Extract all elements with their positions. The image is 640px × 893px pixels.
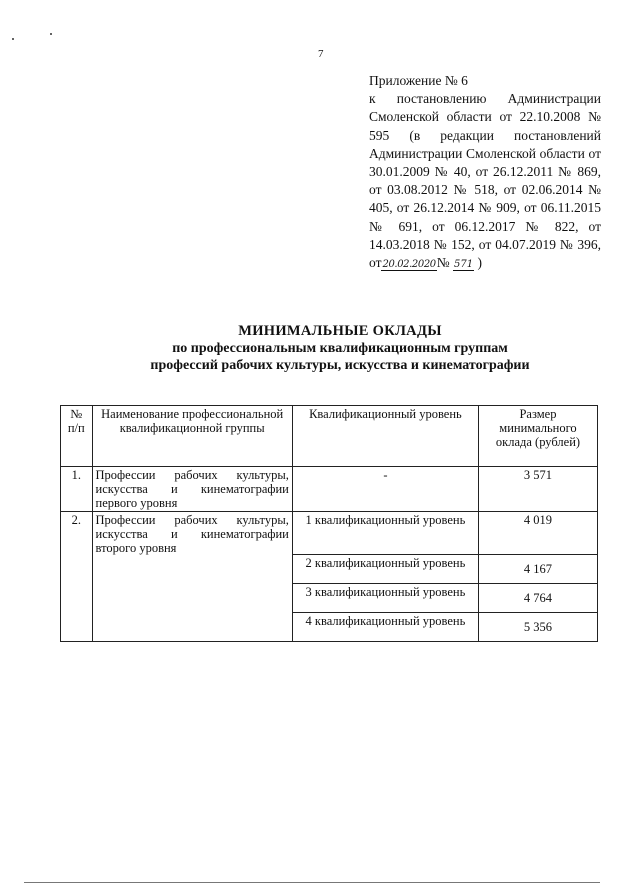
closing-bracket: ) (477, 255, 482, 271)
appendix-reference (369, 72, 601, 274)
heading-subtitle-1: по профессиональным квалификационным группам (172, 341, 508, 356)
row2-size-4: 5 356 (478, 613, 597, 642)
row2-level-1: 1 квалификационный уровень (292, 512, 478, 555)
row2-level-2: 2 квалификационный уровень (292, 555, 478, 584)
header-level: Квалификационный уровень (292, 406, 478, 467)
row2-name: Профессии рабочих культуры, искусства и кинематографии второго уровня (92, 512, 292, 642)
row1-size: 3 571 (478, 467, 597, 512)
heading-subtitle-2: профессий рабочих культуры, искусства и кинематографии (150, 358, 530, 373)
header-num: № п/п (61, 406, 93, 467)
header-name: Наименование профессиональной квалификационной группы (92, 406, 292, 467)
table-row (61, 467, 598, 512)
scan-speck (12, 38, 14, 40)
page-number: 7 (318, 48, 324, 60)
row2-size-2: 4 167 (478, 555, 597, 584)
table-header-row (61, 406, 598, 467)
appendix-body (369, 90, 601, 274)
row1-name: Профессии рабочих культуры, искусства и кинематографии первого уровня (92, 467, 292, 512)
handwritten-date: 20.02.2020 (382, 259, 436, 271)
row2-size-1: 4 019 (478, 512, 597, 555)
row2-num: 2. (61, 512, 93, 642)
row2-level-4: 4 квалификационный уровень (292, 613, 478, 642)
scan-speck (50, 33, 52, 35)
heading-title: МИНИМАЛЬНЫЕ ОКЛАДЫ (238, 323, 442, 339)
appendix-body-text: к постановлению Администрации Смоленской области от 22.10.2008 № 595 (в редакции постановлений Администрации Смоленской области от 30.01.2009 № 40, от 26.12.2011 № 869, от 03.08.2012 № 518, от 02.06.2014 № 405, от 26.12.2014 № 909, от 06.11.2015 № 691, от 06.12.2017 № 822, от 14.03.2018 № 152, от 04.07.2019 № 396, (369, 91, 601, 252)
document-heading (90, 323, 590, 374)
salary-table (60, 405, 598, 642)
handwritten-number: 571 (454, 259, 474, 271)
row2-level-3: 3 квалификационный уровень (292, 584, 478, 613)
row1-num: 1. (61, 467, 93, 512)
number-sign: № (436, 255, 450, 271)
table-row (61, 512, 598, 555)
bottom-divider (24, 882, 600, 883)
row2-size-3: 4 764 (478, 584, 597, 613)
last-prefix: от (369, 255, 382, 271)
row1-level: - (292, 467, 478, 512)
header-size: Размер минимального оклада (рублей) (478, 406, 597, 467)
appendix-title: Приложение № 6 (369, 73, 468, 88)
